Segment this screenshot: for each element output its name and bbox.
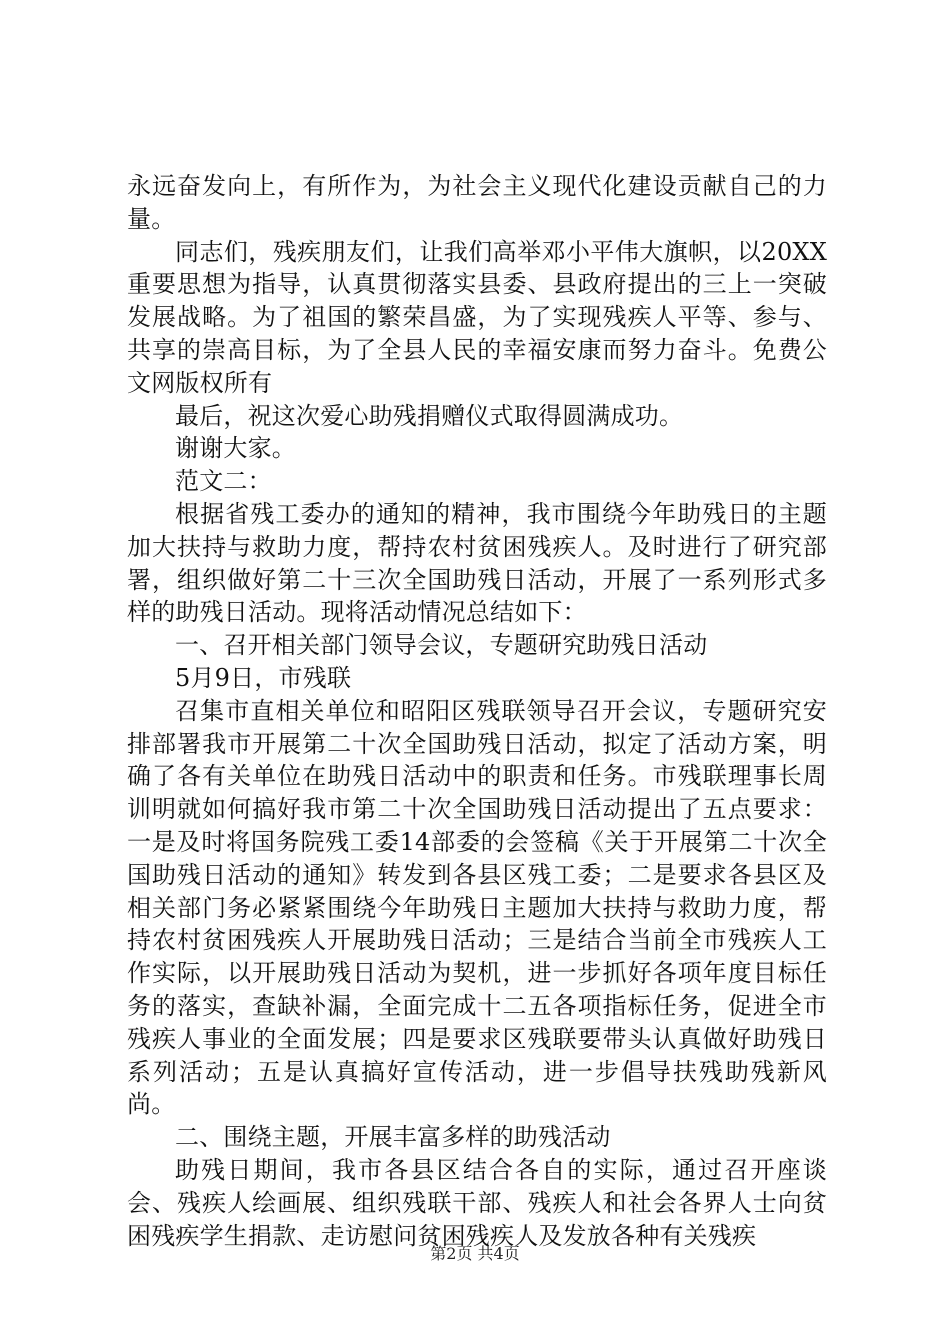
heading-section-one: 一、召开相关部门领导会议，专题研究助残日活动 — [175, 631, 708, 660]
page-number-footer: 第2页 共4页 — [430, 1244, 520, 1263]
section-heading-sample-two: 范文二： — [175, 467, 272, 496]
paragraph-wishes: 最后，祝这次爱心助残捐赠仪式取得圆满成功。 — [175, 401, 684, 430]
paragraph-date: 5月9日，市残联 — [175, 663, 352, 692]
paragraph-call-to-action: 同志们，残疾朋友们，让我们高举邓小平伟大旗帜，以20XX重要思想为指导，认真贯彻落实县委、县政府提出的三上一突破发展战略。为了祖国的繁荣昌盛，为了实现残疾人平等、参与、共享的崇高目标，为了全县人民的幸福安康而努力奋斗。免费公文网版权所有 — [127, 237, 827, 397]
paragraph-activities: 助残日期间，我市各县区结合各自的实际，通过召开座谈会、残疾人绘画展、组织残联干部、残疾人和社会各界人士向贫困残疾学生捐款、走访慰问贫困残疾人及发放各种有关残疾 — [127, 1155, 827, 1250]
paragraph-intro: 根据省残工委办的通知的精神，我市围绕今年助残日的主题加大扶持与救助力度，帮持农村贫困残疾人。及时进行了研究部署，组织做好第二十三次全国助残日活动，开展了一系列形式多样的助残日活动。现将活动情况总结如下： — [127, 499, 827, 627]
paragraph-thanks: 谢谢大家。 — [175, 434, 296, 463]
paragraph-continuation: 永远奋发向上，有所作为，为社会主义现代化建设贡献自己的力量。 — [127, 172, 827, 233]
paragraph-meeting: 召集市直相关单位和昭阳区残联领导召开会议，专题研究安排部署我市开展第二十次全国助残日活动，拟定了活动方案，明确了各有关单位在助残日活动中的职责和任务。市残联理事长周训明就如何搞好我市第二十次全国助残日活动提出了五点要求：一是及时将国务院残工委14部委的会签稿《关于开展第二十次全国助残日活动的通知》转发到各县区残工委；二是要求各县区及相关部门务必紧紧围绕今年助残日主题加大扶持与救助力度，帮持农村贫困残疾人开展助残日活动；三是结合当前全市残疾人工作实际，以开展助残日活动为契机，进一步抓好各项年度目标任务的落实，查缺补漏，全面完成十二五各项指标任务，促进全市残疾人事业的全面发展；四是要求区残联要带头认真做好助残日系列活动；五是认真搞好宣传活动，进一步倡导扶残助残新风尚。 — [127, 696, 827, 1119]
heading-section-two: 二、围绕主题，开展丰富多样的助残活动 — [175, 1123, 611, 1152]
document-body — [127, 170, 827, 1252]
